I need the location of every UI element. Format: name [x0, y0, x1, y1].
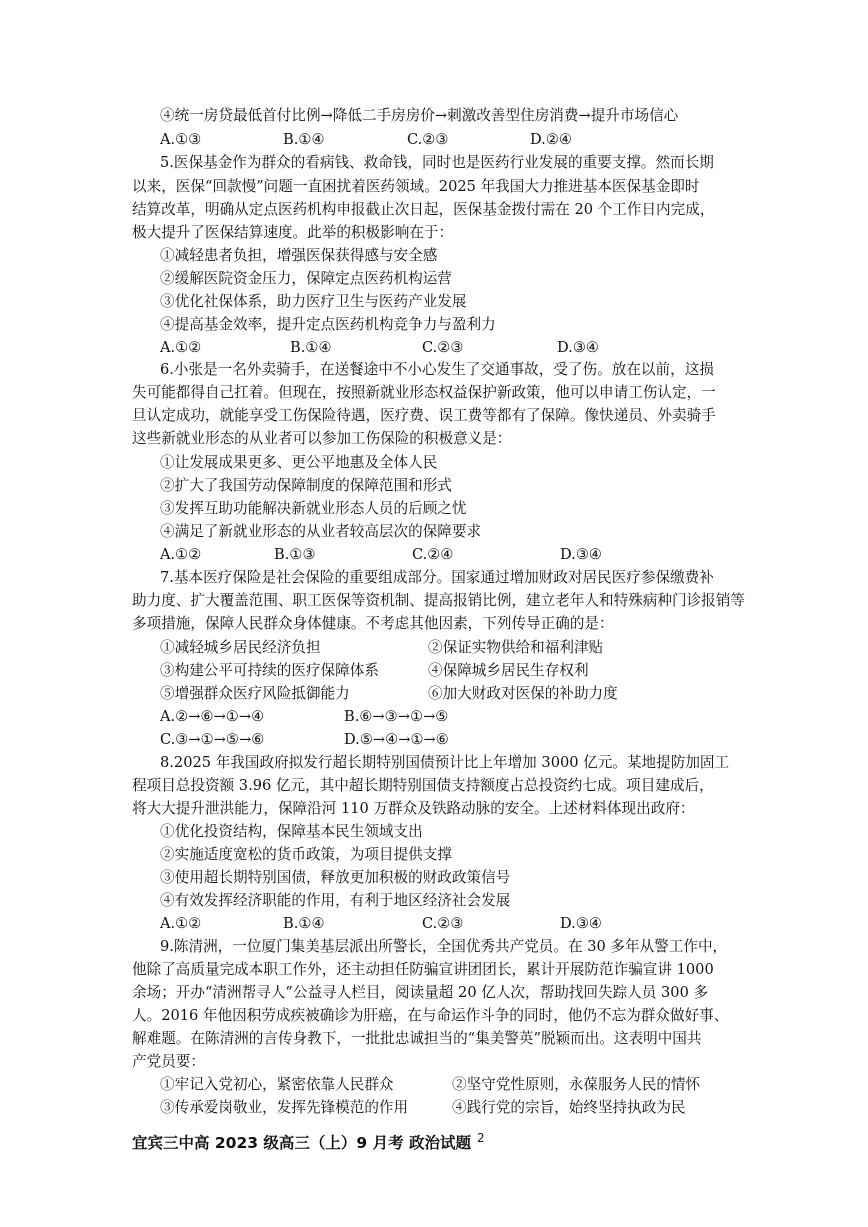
page-footer [132, 1132, 485, 1155]
q5-stem-line: 极大提升了医保结算速度。此举的积极影响在于： [132, 224, 454, 241]
q8-option: ④有效发挥经济职能的作用，有利于地区经济社会发展 [160, 892, 511, 909]
q6-stem-line: 6.小张是一名外卖骑手，在送餐途中不小心发生了交通事故，受了伤。放在以前，这损 [160, 361, 714, 378]
footer-title: 宜宾三中高 2023 级高三（上）9 月考 政治试题 [132, 1134, 472, 1152]
q6-option: ②扩大了我国劳动保障制度的保障范围和形式 [160, 477, 452, 494]
q7-stem-line: 7.基本医疗保险是社会保险的重要组成部分。国家通过增加财政对居民医疗参保缴费补 [160, 569, 714, 586]
q6-stem-line: 旦认定成功，就能享受工伤保险待遇，医疗费、误工费等都有了保障。像快递员、外卖骑手 [132, 407, 716, 424]
q5-stem-line: 5.医保基金作为群众的看病钱、救命钱，同时也是医药行业发展的重要支撑。然而长期 [160, 154, 714, 171]
q9-option: ④践行党的宗旨，始终坚持执政为民 [452, 1099, 686, 1116]
q4-choice-d: D.②④ [530, 131, 572, 148]
q6-stem-line: 失可能都得自己扛着。但现在，按照新就业形态权益保护新政策，他可以申请工伤认定，一 [132, 384, 716, 401]
q9-stem-line: 他除了高质量完成本职工作外，还主动担任防骗宣讲团团长，累计开展防范诈骗宣讲 1000 [132, 961, 714, 978]
q7-option: ③构建公平可持续的医疗保障体系 [160, 662, 379, 679]
q8-choice-d: D.③④ [560, 915, 602, 932]
q5-choice-d: D.③④ [557, 339, 599, 356]
q7-choice-a: A.②→⑥→①→④ [160, 708, 265, 725]
q7-choice-d: D.⑤→④→①→⑥ [344, 731, 449, 748]
q7-choice-c: C.③→①→⑤→⑥ [160, 731, 265, 748]
q4-choice-a: A.①③ [160, 131, 202, 148]
q8-option: ①优化投资结构，保障基本民生领域支出 [160, 823, 423, 840]
q6-option: ①让发展成果更多、更公平地惠及全体人民 [160, 454, 438, 471]
q7-option: ⑥加大财政对医保的补助力度 [428, 685, 618, 702]
q7-stem-line: 多项措施，保障人民群众身体健康。不考虑其他因素，下列传导正确的是： [132, 615, 614, 632]
q5-choice-a: A.①② [160, 339, 202, 356]
q6-choice-c: C.②④ [412, 546, 454, 563]
q9-stem-line: 解难题。在陈清洲的言传身教下，一批批忠诚担当的“集美警英”脱颖而出。这表明中国共 [132, 1030, 702, 1047]
q8-stem-line: 程项目总投资额 3.96 亿元，其中超长期特别国债支持额度占总投资约七成。项目建成后， [132, 777, 714, 794]
q5-choice-c: C.②③ [422, 339, 464, 356]
q7-option: ①减轻城乡居民经济负担 [160, 639, 321, 656]
q5-choice-b: B.①④ [290, 339, 332, 356]
q4-choice-b: B.①④ [283, 131, 325, 148]
q5-option: ③优化社保体系，助力医疗卫生与医药产业发展 [160, 293, 467, 310]
q7-option: ②保证实物供给和福利津贴 [428, 639, 604, 656]
q9-stem-line: 人。2016 年他因积劳成疾被确诊为肝癌，在与命运作斗争的同时，他仍不忘为群众做好事、 [132, 1007, 729, 1024]
q9-stem-line: 9.陈清洲，一位厦门集美基层派出所警长，全国优秀共产党员。在 30 多年从警工作中， [160, 938, 728, 955]
q5-option: ②缓解医院资金压力，保障定点医药机构运营 [160, 270, 452, 287]
q8-choice-b: B.①④ [283, 915, 325, 932]
q5-stem-line: 结算改革，明确从定点医药机构申报截止次日起，医保基金拨付需在 20 个工作日内完成， [132, 201, 715, 218]
q9-stem-line: 余场；开办“清洲帮寻人”公益寻人栏目，阅读量超 20 亿人次，帮助找回失踪人员 300 多 [132, 984, 709, 1001]
q9-option: ①牢记入党初心，紧密依靠人民群众 [160, 1076, 394, 1093]
q6-option: ④满足了新就业形态的从业者较高层次的保障要求 [160, 523, 482, 540]
q4-choice-c: C.②③ [407, 131, 449, 148]
q8-choice-a: A.①② [160, 915, 202, 932]
q7-choice-b: B.⑥→③→①→⑤ [344, 708, 449, 725]
q7-option: ④保障城乡居民生存权利 [428, 662, 589, 679]
q6-stem-line: 这些新就业形态的从业者可以参加工伤保险的积极意义是： [132, 430, 512, 447]
q9-stem-line: 产党员要： [132, 1053, 205, 1070]
q9-option: ③传承爱岗敬业，发挥先锋模范的作用 [160, 1099, 409, 1116]
q7-stem-line: 助力度、扩大覆盖范围、职工医保等资机制、提高报销比例，建立老年人和特殊病种门诊报销等 [132, 592, 745, 609]
q6-option: ③发挥互助功能解决新就业形态人员的后顾之忧 [160, 500, 467, 517]
q9-option: ②坚守党性原则，永葆服务人民的情怀 [452, 1076, 701, 1093]
q6-choice-d: D.③④ [560, 546, 602, 563]
q6-choice-b: B.①③ [274, 546, 316, 563]
q4-option-4: ④统一房贷最低首付比例→降低二手房房价→刺激改善型住房消费→提升市场信心 [160, 107, 679, 124]
q6-choice-a: A.①② [160, 546, 202, 563]
q8-stem-line: 将大大提升泄洪能力，保障沿河 110 万群众及铁路动脉的安全。上述材料体现出政府： [132, 800, 695, 817]
q8-option: ②实施适度宽松的货币政策，为项目提供支撑 [160, 846, 452, 863]
page-number: 2 [477, 1131, 485, 1145]
q7-option: ⑤增强群众医疗风险抵御能力 [160, 685, 350, 702]
q8-stem-line: 8.2025 年我国政府拟发行超长期特别国债预计比上年增加 3000 亿元。某地提防加固工 [160, 754, 730, 771]
q5-option: ④提高基金效率，提升定点医药机构竞争力与盈利力 [160, 316, 496, 333]
q5-stem-line: 以来，医保“回款慢”问题一直困扰着医药领域。2025 年我国大力推进基本医保基金即时 [132, 178, 700, 195]
q8-option: ③使用超长期特别国债，释放更加积极的财政政策信号 [160, 869, 511, 886]
q8-choice-c: C.②③ [422, 915, 464, 932]
q5-option: ①减轻患者负担，增强医保获得感与安全感 [160, 247, 438, 264]
